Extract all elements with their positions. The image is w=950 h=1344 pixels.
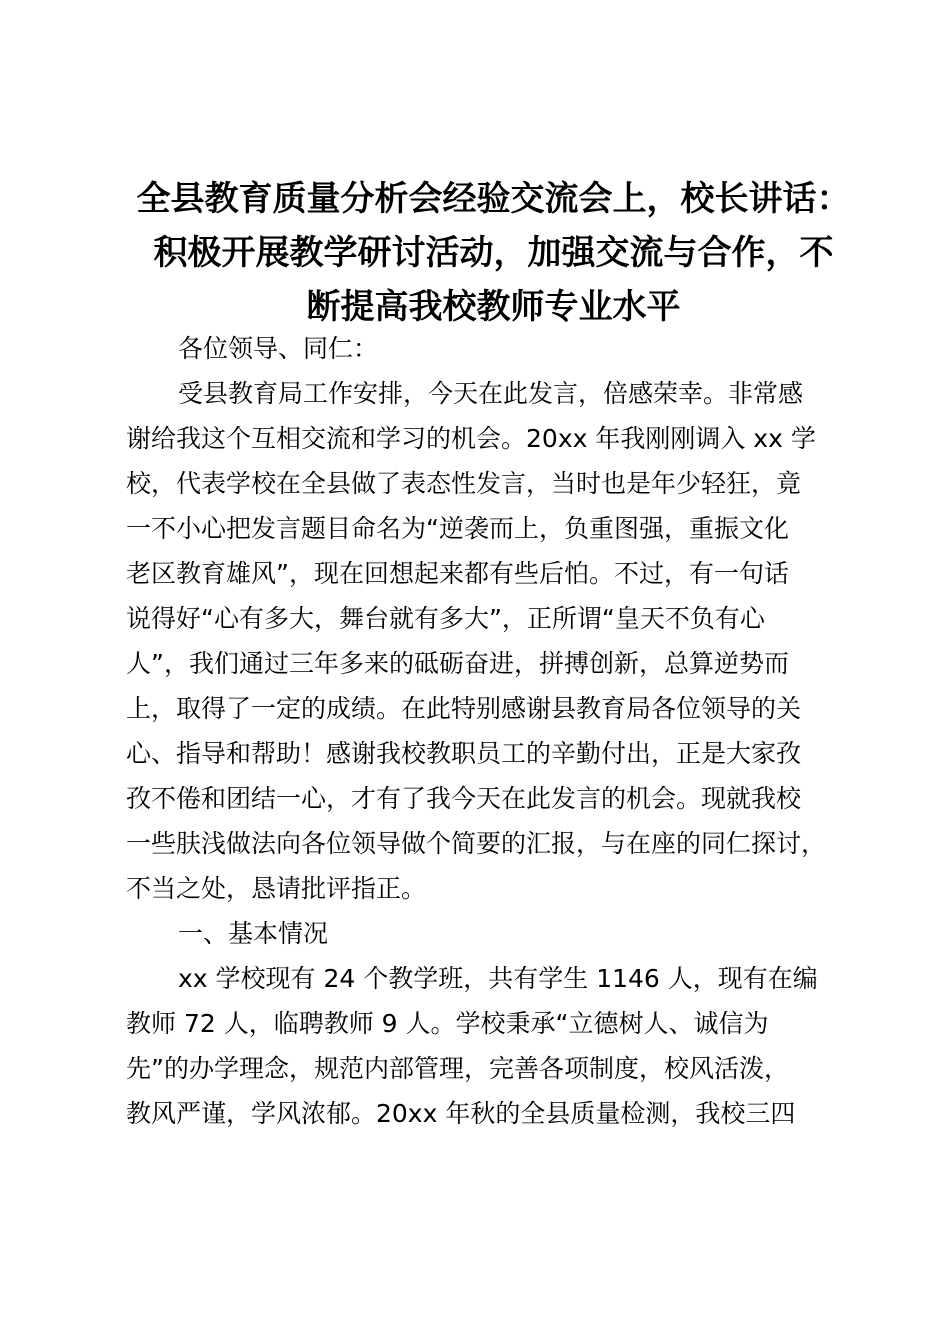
title-line: 全县教育质量分析会经验交流会上，校长讲话： — [136, 179, 851, 219]
paragraph-line: 不当之处，恳请批评指正。 — [126, 874, 427, 903]
paragraph-line: 教风严谨，学风浓郁。20xx 年秋的全县质量检测，我校三四 — [126, 1099, 796, 1128]
paragraph-intro — [126, 371, 861, 911]
paragraph-line: 心、指导和帮助！感谢我校教职员工的辛勤付出，正是大家孜 — [126, 739, 802, 768]
paragraph-line: 上，取得了一定的成绩。在此特别感谢县教育局各位领导的关 — [126, 694, 802, 723]
title-line: 断提高我校教师专业水平 — [306, 287, 681, 327]
paragraph-line: 先”的办学理念，规范内部管理，完善各项制度，校风活泼， — [126, 1054, 789, 1083]
document-title — [126, 172, 861, 334]
section-heading-line: 一、基本情况 — [178, 919, 329, 948]
paragraph-line: 谢给我这个互相交流和学习的机会。20xx 年我刚刚调入 xx 学 — [126, 424, 816, 453]
greeting-line: 各位领导、同仁： — [178, 334, 379, 363]
paragraph-line: 孜不倦和团结一心，才有了我今天在此发言的机会。现就我校 — [126, 784, 802, 813]
paragraph-line: 老区教育雄风”，现在回想起来都有些后怕。不过，有一句话 — [126, 559, 789, 588]
paragraph-line: 一些肤浅做法向各位领导做个简要的汇报，与在座的同仁探讨， — [126, 829, 827, 858]
greeting — [126, 326, 861, 371]
paragraph-line: 教师 72 人，临聘教师 9 人。学校秉承“立德树人、诚信为 — [126, 1009, 769, 1038]
paragraph-line: 受县教育局工作安排，今天在此发言，倍感荣幸。非常感 — [178, 379, 804, 408]
section-heading-basic-info — [126, 911, 861, 956]
title-line: 积极开展教学研讨活动，加强交流与合作，不 — [153, 233, 834, 273]
paragraph-line: 说得好“心有多大，舞台就有多大”，正所谓“皇天不负有心 — [126, 604, 765, 633]
document-body — [126, 326, 861, 1136]
paragraph-line: 人”，我们通过三年多来的砥砺奋进，拼搏创新，总算逆势而 — [126, 649, 789, 678]
paragraph-basic-info — [126, 956, 861, 1136]
paragraph-line: 校，代表学校在全县做了表态性发言，当时也是年少轻狂，竟 — [126, 469, 802, 498]
paragraph-line: xx 学校现有 24 个教学班，共有学生 1146 人，现有在编 — [178, 964, 818, 993]
paragraph-line: 一不小心把发言题目命名为“逆袭而上，负重图强，重振文化 — [126, 514, 789, 543]
